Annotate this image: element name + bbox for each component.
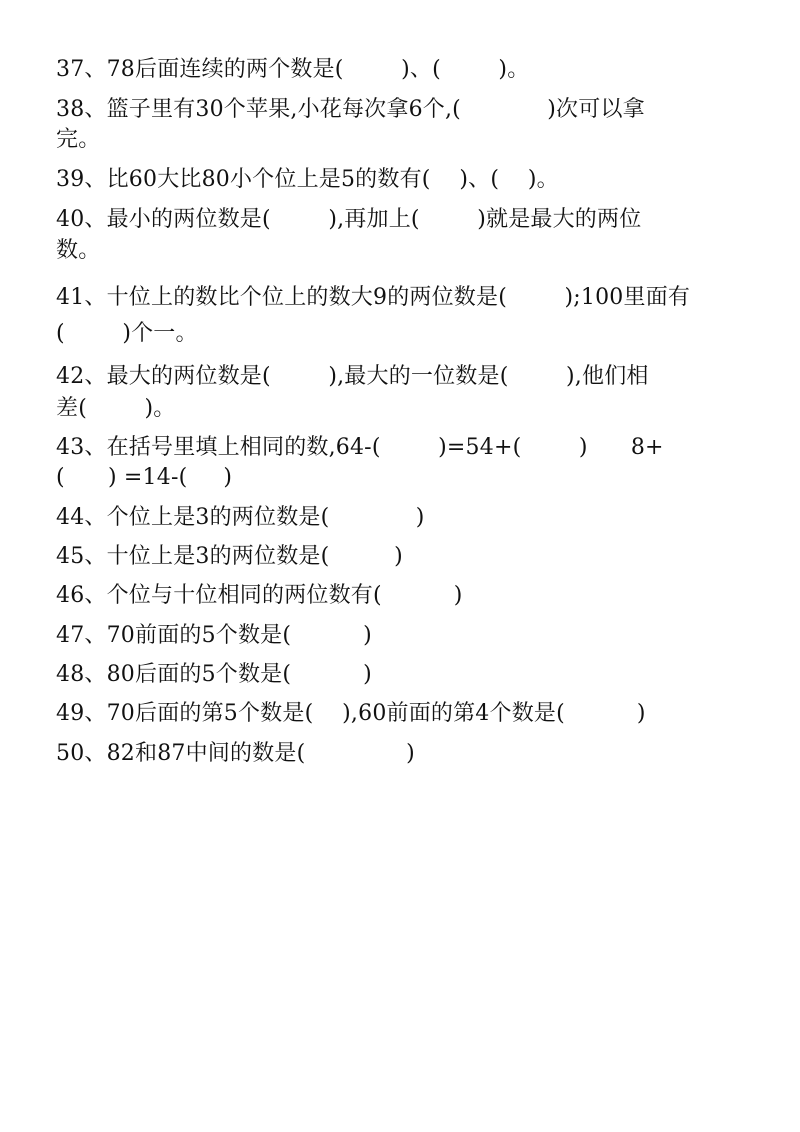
question-39: 39、比60大比80小个位上是5的数有( )、( )。 <box>56 167 559 192</box>
question-40-cont: 数。 <box>56 238 101 263</box>
question-49: 49、70后面的第5个数是( ),60前面的第4个数是( ) <box>56 701 646 726</box>
question-50: 50、82和87中间的数是( ) <box>56 741 415 766</box>
question-43: 43、在括号里填上相同的数,64-( )=54+( ) 8+ <box>56 435 664 460</box>
question-40: 40、最小的两位数是( ),再加上( )就是最大的两位 <box>56 207 642 232</box>
question-41: 41、十位上的数比个位上的数大9的两位数是( );100里面有 <box>56 285 691 310</box>
question-45: 45、十位上是3的两位数是( ) <box>56 544 403 569</box>
question-42: 42、最大的两位数是( ),最大的一位数是( ),他们相 <box>56 364 649 389</box>
question-44: 44、个位上是3的两位数是( ) <box>56 505 425 530</box>
question-38-cont: 完。 <box>56 127 101 152</box>
question-41-cont: ( )个一。 <box>56 321 198 346</box>
question-47: 47、70前面的5个数是( ) <box>56 623 372 648</box>
question-46: 46、个位与十位相同的两位数有( ) <box>56 583 463 608</box>
question-37: 37、78后面连续的两个数是( )、( )。 <box>56 57 530 82</box>
question-42-cont: 差( )。 <box>56 396 176 421</box>
question-38: 38、篮子里有30个苹果,小花每次拿6个,( )次可以拿 <box>56 97 645 122</box>
question-43-cont: ( ) =14-( ) <box>56 465 233 490</box>
question-48: 48、80后面的5个数是( ) <box>56 662 372 687</box>
